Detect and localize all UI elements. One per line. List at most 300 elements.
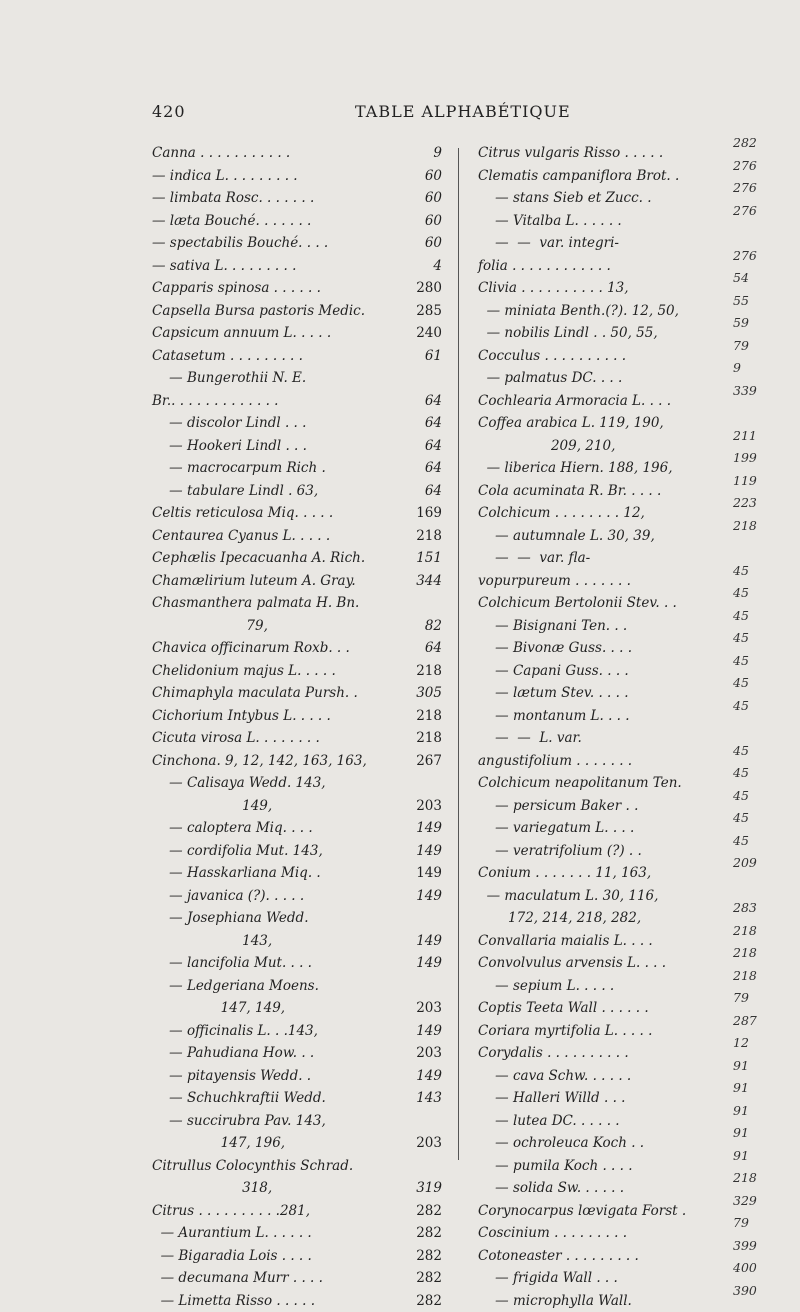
index-term: — Bungerothii N. E. xyxy=(152,367,306,390)
index-term: — Vitalba L. . . . . . xyxy=(478,210,622,233)
index-entry xyxy=(152,525,442,548)
index-term: 79, xyxy=(152,615,268,638)
index-term: — pitayensis Wedd. . xyxy=(152,1065,311,1088)
index-term: Coffea arabica L. 119, 190, xyxy=(478,412,664,435)
index-entry xyxy=(152,232,442,255)
index-entry xyxy=(478,300,726,323)
index-entry xyxy=(478,502,726,525)
index-entry xyxy=(152,210,442,233)
index-entry xyxy=(152,1267,442,1290)
page-reference: 149 xyxy=(416,840,442,863)
index-entry xyxy=(152,570,442,593)
margin-page-number: 55 xyxy=(733,290,793,313)
margin-page-number: 45 xyxy=(733,807,793,830)
index-term: Cola acuminata R. Br. . . . . xyxy=(478,480,661,503)
margin-page-number: 223 xyxy=(733,492,793,515)
margin-page-number: 12 xyxy=(733,1032,793,1055)
margin-page-number: 218 xyxy=(733,965,793,988)
index-term: folia . . . . . . . . . . . . xyxy=(478,255,611,278)
index-entry xyxy=(478,840,726,863)
index-entry xyxy=(152,952,442,975)
index-entry xyxy=(478,862,726,885)
index-term: — — var. integri- xyxy=(478,232,619,255)
index-entry xyxy=(478,795,726,818)
index-term: Celtis reticulosa Miq. . . . . xyxy=(152,502,333,525)
index-term: Citrullus Colocynthis Schrad. xyxy=(152,1155,353,1178)
page-reference: 149 xyxy=(416,1065,442,1088)
index-entry xyxy=(152,930,442,953)
index-term: — succirubra Pav. 143, xyxy=(152,1110,326,1133)
index-entry xyxy=(478,1110,726,1133)
margin-page-number: 218 xyxy=(733,515,793,538)
index-term: — indica L. . . . . . . . . xyxy=(152,165,298,188)
margin-page-number: 45 xyxy=(733,785,793,808)
page-reference: 64 xyxy=(425,435,442,458)
index-term: — miniata Benth.(?). 12, 50, xyxy=(478,300,679,323)
index-term: — lutea DC. . . . . . xyxy=(478,1110,620,1133)
page-reference: 60 xyxy=(425,187,442,210)
page-reference: 218 xyxy=(416,727,442,750)
index-entry xyxy=(152,165,442,188)
index-entry xyxy=(478,480,726,503)
index-term: — lætum Stev. . . . . xyxy=(478,682,628,705)
page-reference: 64 xyxy=(425,390,442,413)
page-reference: 4 xyxy=(433,255,442,278)
index-term: — Hasskarliana Miq. . xyxy=(152,862,321,885)
index-entry xyxy=(478,457,726,480)
index-entry xyxy=(152,997,442,1020)
page-reference: 203 xyxy=(416,1042,442,1065)
margin-page-number: 91 xyxy=(733,1122,793,1145)
page-reference: 60 xyxy=(425,210,442,233)
index-entry xyxy=(152,772,442,795)
index-term: 147, 149, xyxy=(152,997,285,1020)
index-entry xyxy=(152,615,442,638)
index-entry xyxy=(478,750,726,773)
index-term: — Capani Guss. . . . xyxy=(478,660,629,683)
index-term: Cinchona. 9, 12, 142, 163, 163, xyxy=(152,750,367,773)
index-entry xyxy=(152,817,442,840)
page-reference: 282 xyxy=(416,1200,442,1223)
page-reference: 344 xyxy=(416,570,442,593)
index-term: — microphylla Wall. xyxy=(478,1290,632,1312)
index-term: Cochlearia Armoracia L. . . . xyxy=(478,390,671,413)
index-entry xyxy=(478,142,726,165)
index-term: Centaurea Cyanus L. . . . . xyxy=(152,525,330,548)
index-entry xyxy=(478,817,726,840)
index-entry xyxy=(152,727,442,750)
index-entry xyxy=(478,345,726,368)
margin-page-number: 119 xyxy=(733,470,793,493)
index-term: Corydalis . . . . . . . . . . xyxy=(478,1042,629,1065)
margin-page-number: 339 xyxy=(733,380,793,403)
margin-page-number: 45 xyxy=(733,695,793,718)
margin-page-number: 54 xyxy=(733,267,793,290)
margin-page-number: 91 xyxy=(733,1100,793,1123)
margin-page-number: 276 xyxy=(733,155,793,178)
index-entry xyxy=(478,1245,726,1268)
index-entry xyxy=(152,1110,442,1133)
page-reference: 282 xyxy=(416,1267,442,1290)
index-entry xyxy=(152,1087,442,1110)
index-entry xyxy=(152,1065,442,1088)
index-entry xyxy=(152,750,442,773)
page-reference: 64 xyxy=(425,480,442,503)
index-term: Convallaria maialis L. . . . xyxy=(478,930,653,953)
index-entry xyxy=(152,277,442,300)
index-entry xyxy=(478,1155,726,1178)
index-entry xyxy=(478,255,726,278)
margin-page-number: 91 xyxy=(733,1055,793,1078)
index-term: — Hookeri Lindl . . . xyxy=(152,435,307,458)
index-term: — limbata Rosc. . . . . . . xyxy=(152,187,314,210)
index-term: — Pahudiana How. . . xyxy=(152,1042,314,1065)
page-reference: 203 xyxy=(416,997,442,1020)
page-reference: 282 xyxy=(416,1222,442,1245)
margin-page-number: 400 xyxy=(733,1257,793,1280)
index-term: — discolor Lindl . . . xyxy=(152,412,306,435)
index-entry xyxy=(478,885,726,908)
margin-page-number: 390 xyxy=(733,1280,793,1303)
index-term: Colchicum neapolitanum Ten. xyxy=(478,772,682,795)
index-term: Clematis campaniflora Brot. . xyxy=(478,165,679,188)
page-reference: 143 xyxy=(416,1087,442,1110)
page-reference: 61 xyxy=(425,345,442,368)
column-divider xyxy=(458,148,459,1160)
page-reference: 149 xyxy=(416,817,442,840)
margin-page-number: 218 xyxy=(733,1167,793,1190)
index-entry xyxy=(478,772,726,795)
index-term: — Ledgeriana Moens. xyxy=(152,975,319,998)
index-term: — læta Bouché. . . . . . . xyxy=(152,210,311,233)
index-term: — Calisaya Wedd. 143, xyxy=(152,772,326,795)
index-term: — variegatum L. . . . xyxy=(478,817,634,840)
index-entry xyxy=(152,660,442,683)
index-term: Canna . . . . . . . . . . . xyxy=(152,142,290,165)
index-term: — Bisignani Ten. . . xyxy=(478,615,627,638)
index-term: 147, 196, xyxy=(152,1132,285,1155)
index-term: Citrus . . . . . . . . . .281, xyxy=(152,1200,310,1223)
index-entry xyxy=(478,637,726,660)
index-entry xyxy=(478,525,726,548)
index-term: Corynocarpus lœvigata Forst . xyxy=(478,1200,686,1223)
page-reference: 285 xyxy=(416,300,442,323)
index-entry xyxy=(478,727,726,750)
page-number: 420 xyxy=(152,102,186,121)
index-term: — spectabilis Bouché. . . . xyxy=(152,232,328,255)
index-term: — cordifolia Mut. 143, xyxy=(152,840,323,863)
margin-page-number: 276 xyxy=(733,177,793,200)
index-entry xyxy=(152,390,442,413)
page-reference: 203 xyxy=(416,795,442,818)
index-entry xyxy=(152,367,442,390)
index-term: — Aurantium L. . . . . . xyxy=(152,1222,312,1245)
margin-page-number: 45 xyxy=(733,830,793,853)
page-reference: 218 xyxy=(416,525,442,548)
index-term: — caloptera Miq. . . . xyxy=(152,817,313,840)
index-entry xyxy=(478,390,726,413)
index-term: Capsicum annuum L. . . . . xyxy=(152,322,331,345)
index-term: — macrocarpum Rich . xyxy=(152,457,326,480)
margin-page-number: 91 xyxy=(733,1077,793,1100)
index-term: 172, 214, 218, 282, xyxy=(478,907,641,930)
index-entry xyxy=(478,660,726,683)
index-term: — — L. var. xyxy=(478,727,582,750)
index-entry xyxy=(152,1020,442,1043)
index-term: 209, 210, xyxy=(478,435,615,458)
margin-page-number: 45 xyxy=(733,672,793,695)
index-term: Cicuta virosa L. . . . . . . . xyxy=(152,727,320,750)
margin-page-number: 283 xyxy=(733,897,793,920)
page-header xyxy=(0,98,800,128)
index-term: Convolvulus arvensis L. . . . xyxy=(478,952,666,975)
left-index-column xyxy=(152,142,442,1312)
index-entry xyxy=(478,1132,726,1155)
margin-page-number xyxy=(733,875,793,898)
index-entry xyxy=(478,705,726,728)
page-reference: 149 xyxy=(416,885,442,908)
page-reference: 169 xyxy=(416,502,442,525)
index-term: — Bigaradia Lois . . . . xyxy=(152,1245,312,1268)
index-term: — solida Sw. . . . . . xyxy=(478,1177,624,1200)
margin-page-number: 276 xyxy=(733,245,793,268)
index-entry xyxy=(478,930,726,953)
index-entry xyxy=(478,367,726,390)
page-reference: 280 xyxy=(416,277,442,300)
margin-page-number: 45 xyxy=(733,650,793,673)
margin-page-number: 282 xyxy=(733,132,793,155)
index-term: — Limetta Risso . . . . . xyxy=(152,1290,315,1312)
margin-page-number: 79 xyxy=(733,987,793,1010)
margin-page-number: 218 xyxy=(733,942,793,965)
page-reference: 82 xyxy=(425,615,442,638)
page-reference: 64 xyxy=(425,457,442,480)
index-entry xyxy=(152,412,442,435)
page-reference: 64 xyxy=(425,412,442,435)
index-entry xyxy=(152,862,442,885)
margin-page-number: 79 xyxy=(733,1212,793,1235)
index-entry xyxy=(152,142,442,165)
index-entry xyxy=(152,322,442,345)
index-term: — frigida Wall . . . xyxy=(478,1267,618,1290)
index-term: Chelidonium majus L. . . . . xyxy=(152,660,336,683)
index-term: angustifolium . . . . . . . xyxy=(478,750,632,773)
margin-page-number: 79 xyxy=(733,335,793,358)
page-reference: 282 xyxy=(416,1290,442,1312)
index-entry xyxy=(478,907,726,930)
index-term: Cotoneaster . . . . . . . . . xyxy=(478,1245,639,1268)
index-term: Coscinium . . . . . . . . . xyxy=(478,1222,627,1245)
index-entry xyxy=(478,1290,726,1312)
index-entry xyxy=(478,682,726,705)
margin-page-number xyxy=(733,717,793,740)
index-entry xyxy=(478,997,726,1020)
index-entry xyxy=(478,322,726,345)
index-entry xyxy=(478,1065,726,1088)
index-entry xyxy=(478,187,726,210)
index-term: — sativa L. . . . . . . . . xyxy=(152,255,296,278)
margin-page-number xyxy=(733,537,793,560)
index-term: — veratrifolium (?) . . xyxy=(478,840,642,863)
index-term: — montanum L. . . . xyxy=(478,705,630,728)
index-term: Coriara myrtifolia L. . . . . xyxy=(478,1020,652,1043)
margin-page-number: 329 xyxy=(733,1190,793,1213)
margin-page-number: 399 xyxy=(733,1235,793,1258)
page-reference: 149 xyxy=(416,952,442,975)
page-reference: 218 xyxy=(416,705,442,728)
index-term: — Halleri Willd . . . xyxy=(478,1087,625,1110)
index-term: — officinalis L. . .143, xyxy=(152,1020,318,1043)
index-term: Conium . . . . . . . 11, 163, xyxy=(478,862,651,885)
index-term: Chavica officinarum Roxb. . . xyxy=(152,637,350,660)
page-reference: 64 xyxy=(425,637,442,660)
index-term: — Schuchkraftii Wedd. xyxy=(152,1087,326,1110)
index-entry xyxy=(478,277,726,300)
margin-page-number: 45 xyxy=(733,762,793,785)
index-term: — sepium L. . . . . xyxy=(478,975,614,998)
margin-page-number: 45 xyxy=(733,627,793,650)
page-reference: 9 xyxy=(433,142,442,165)
index-entry xyxy=(478,210,726,233)
page-title: TABLE ALPHABÉTIQUE xyxy=(355,102,571,121)
index-term: Cocculus . . . . . . . . . . xyxy=(478,345,626,368)
index-entry xyxy=(478,615,726,638)
margin-page-number: 45 xyxy=(733,740,793,763)
page-reference: 305 xyxy=(416,682,442,705)
index-term: Catasetum . . . . . . . . . xyxy=(152,345,303,368)
index-term: — tabulare Lindl . 63, xyxy=(152,480,318,503)
margin-page-number xyxy=(733,222,793,245)
page-reference: 151 xyxy=(416,547,442,570)
index-term: — javanica (?). . . . . xyxy=(152,885,304,908)
index-entry xyxy=(478,1087,726,1110)
index-term: Colchicum . . . . . . . . 12, xyxy=(478,502,645,525)
index-term: — pumila Koch . . . . xyxy=(478,1155,633,1178)
index-term: 143, xyxy=(152,930,272,953)
index-term: Cephælis Ipecacuanha A. Rich. xyxy=(152,547,365,570)
index-term: Citrus vulgaris Risso . . . . . xyxy=(478,142,663,165)
index-entry xyxy=(152,682,442,705)
index-entry xyxy=(152,1200,442,1223)
index-entry xyxy=(152,1290,442,1312)
index-term: 318, xyxy=(152,1177,272,1200)
index-term: — decumana Murr . . . . xyxy=(152,1267,323,1290)
index-entry xyxy=(152,345,442,368)
margin-page-number: 211 xyxy=(733,425,793,448)
index-entry xyxy=(152,1042,442,1065)
index-term: — maculatum L. 30, 116, xyxy=(478,885,658,908)
page-reference: 149 xyxy=(416,1020,442,1043)
index-entry xyxy=(152,795,442,818)
right-index-column xyxy=(478,142,726,1312)
index-term: 149, xyxy=(152,795,272,818)
margin-page-number: 209 xyxy=(733,852,793,875)
margin-page-number: 45 xyxy=(733,582,793,605)
index-entry xyxy=(478,435,726,458)
margin-page-number: 9 xyxy=(733,357,793,380)
index-entry xyxy=(152,187,442,210)
index-entry xyxy=(152,255,442,278)
index-term: Capsella Bursa pastoris Medic. xyxy=(152,300,365,323)
page-reference: 267 xyxy=(416,750,442,773)
margin-page-number: 276 xyxy=(733,200,793,223)
index-entry xyxy=(152,907,442,930)
index-term: Chamælirium luteum A. Gray. xyxy=(152,570,356,593)
index-term: — ochroleuca Koch . . xyxy=(478,1132,644,1155)
index-entry xyxy=(152,435,442,458)
page-reference: 282 xyxy=(416,1245,442,1268)
index-entry xyxy=(152,1222,442,1245)
index-entry xyxy=(152,480,442,503)
index-entry xyxy=(152,457,442,480)
index-term: — nobilis Lindl . . 50, 55, xyxy=(478,322,658,345)
index-entry xyxy=(152,1177,442,1200)
index-term: — palmatus DC. . . . xyxy=(478,367,622,390)
index-term: vopurpureum . . . . . . . xyxy=(478,570,631,593)
index-term: Capparis spinosa . . . . . . xyxy=(152,277,321,300)
index-entry xyxy=(152,637,442,660)
index-term: — liberica Hiern. 188, 196, xyxy=(478,457,673,480)
index-term: Colchicum Bertolonii Stev. . . xyxy=(478,592,677,615)
index-entry xyxy=(478,1020,726,1043)
index-entry xyxy=(478,952,726,975)
page-reference: 60 xyxy=(425,165,442,188)
index-term: — cava Schw. . . . . . xyxy=(478,1065,631,1088)
index-entry xyxy=(478,1177,726,1200)
index-term: — autumnale L. 30, 39, xyxy=(478,525,655,548)
page-reference: 203 xyxy=(416,1132,442,1155)
margin-page-numbers xyxy=(733,132,793,1302)
page-reference: 60 xyxy=(425,232,442,255)
index-entry xyxy=(478,165,726,188)
margin-page-number: 218 xyxy=(733,920,793,943)
index-term: Chasmanthera palmata H. Bn. xyxy=(152,592,359,615)
index-term: Cichorium Intybus L. . . . . xyxy=(152,705,331,728)
index-entry xyxy=(152,1155,442,1178)
index-entry xyxy=(152,1245,442,1268)
index-entry xyxy=(478,975,726,998)
page-reference: 319 xyxy=(416,1177,442,1200)
index-entry xyxy=(152,592,442,615)
index-entry xyxy=(152,300,442,323)
index-entry xyxy=(478,592,726,615)
margin-page-number: 59 xyxy=(733,312,793,335)
index-entry xyxy=(478,412,726,435)
index-term: — Josephiana Wedd. xyxy=(152,907,309,930)
page-reference: 149 xyxy=(416,862,442,885)
index-term: — stans Sieb et Zucc. . xyxy=(478,187,652,210)
page-reference: 218 xyxy=(416,660,442,683)
index-entry xyxy=(478,570,726,593)
index-entry xyxy=(152,1132,442,1155)
index-entry xyxy=(152,547,442,570)
index-entry xyxy=(478,1267,726,1290)
margin-page-number: 91 xyxy=(733,1145,793,1168)
index-term: — lancifolia Mut. . . . xyxy=(152,952,312,975)
index-entry xyxy=(478,1042,726,1065)
margin-page-number xyxy=(733,402,793,425)
index-entry xyxy=(478,232,726,255)
index-term: — Bivonæ Guss. . . . xyxy=(478,637,632,660)
index-entry xyxy=(152,705,442,728)
page-reference: 149 xyxy=(416,930,442,953)
margin-page-number: 199 xyxy=(733,447,793,470)
page-reference: 240 xyxy=(416,322,442,345)
index-entry xyxy=(152,502,442,525)
index-term: Coptis Teeta Wall . . . . . . xyxy=(478,997,649,1020)
index-term: Chimaphyla maculata Pursh. . xyxy=(152,682,358,705)
index-entry xyxy=(152,840,442,863)
